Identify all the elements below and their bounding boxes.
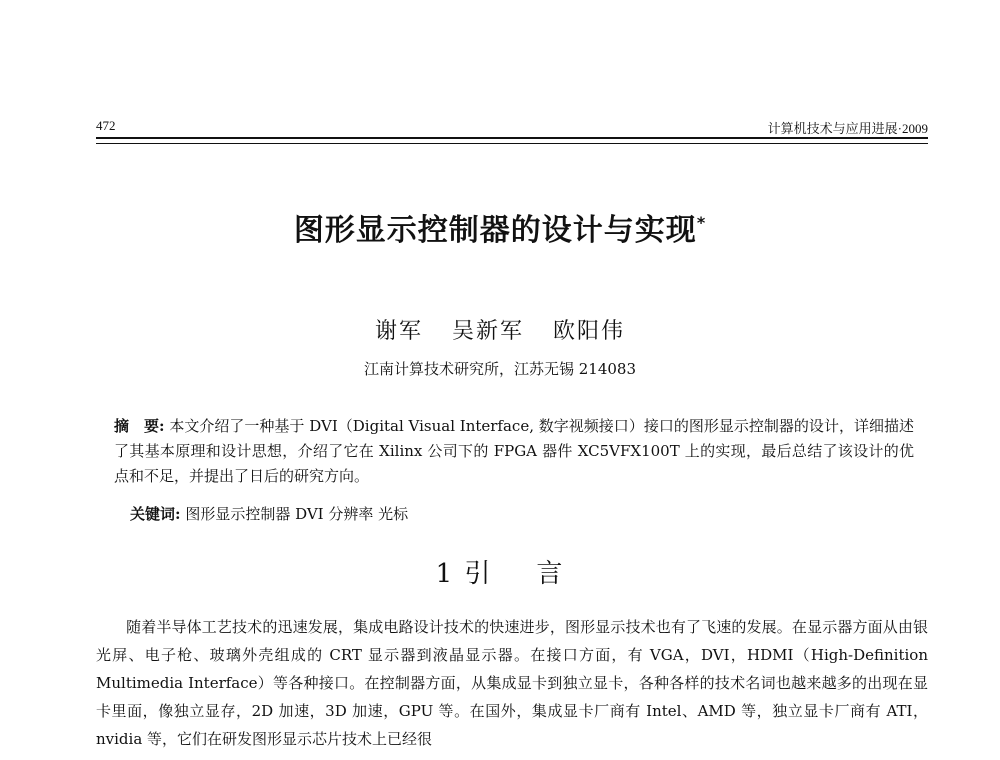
keywords-text: 图形显示控制器 DVI 分辨率 光标	[180, 505, 409, 523]
paper-title	[0, 205, 1000, 249]
abstract-label: 摘 要:	[114, 417, 165, 435]
section-number: 1	[435, 559, 455, 589]
title-footnote-mark: *	[696, 213, 707, 232]
page-number: 472	[96, 118, 116, 133]
body-paragraph	[96, 613, 928, 753]
abstract-text: 本文介绍了一种基于 DVI（Digital Visual Interface, 数字视频接口）接口的图形显示控制器的设计，详细描述了其基本原理和设计思想，介绍了它在 Xilinx 公司下的 FPGA 器件 XC5VFX100T 上的实现，最后总结了该设计的优点和不足，并提出了日后的研究方向。	[114, 417, 914, 485]
author-2: 吴新军	[451, 319, 524, 344]
section-title-part1: 引	[464, 559, 493, 589]
author-3: 欧阳伟	[553, 319, 626, 344]
section-title-part2: 言	[536, 559, 565, 589]
section-heading	[0, 553, 1000, 590]
author-list	[0, 314, 1000, 345]
keywords	[130, 502, 910, 527]
paper-title-text: 图形显示控制器的设计与实现	[293, 213, 697, 248]
body-paragraph-text: 随着半导体工艺技术的迅速发展，集成电路设计技术的快速进步，图形显示技术也有了飞速的发展。在显示器方面从由银光屏、电子枪、玻璃外壳组成的 CRT 显示器到液晶显示器。在接口方面，有 VGA，DVI，HDMI（High-Definition Multimedia Interface）等各种接口。在控制器方面，从集成显卡到独立显卡，各种各样的技术名词也越来越多的出现在显卡里面，像独立显存，2D 加速，3D 加速，GPU 等。在国外，集成显卡厂商有 Intel、AMD 等，独立显卡厂商有 ATI，nvidia 等，它们在研发图形显示芯片技术上已经很	[96, 618, 928, 748]
affiliation: 江南计算技术研究所，江苏无锡 214083	[363, 360, 637, 378]
abstract	[114, 414, 914, 489]
header-rule-thin	[96, 143, 928, 144]
journal-name: 计算机技术与应用进展·2009	[767, 121, 928, 136]
header-rule-thick	[96, 137, 928, 139]
author-1: 谢军	[374, 319, 423, 344]
running-header	[96, 116, 928, 136]
keywords-label: 关键词:	[130, 505, 181, 523]
